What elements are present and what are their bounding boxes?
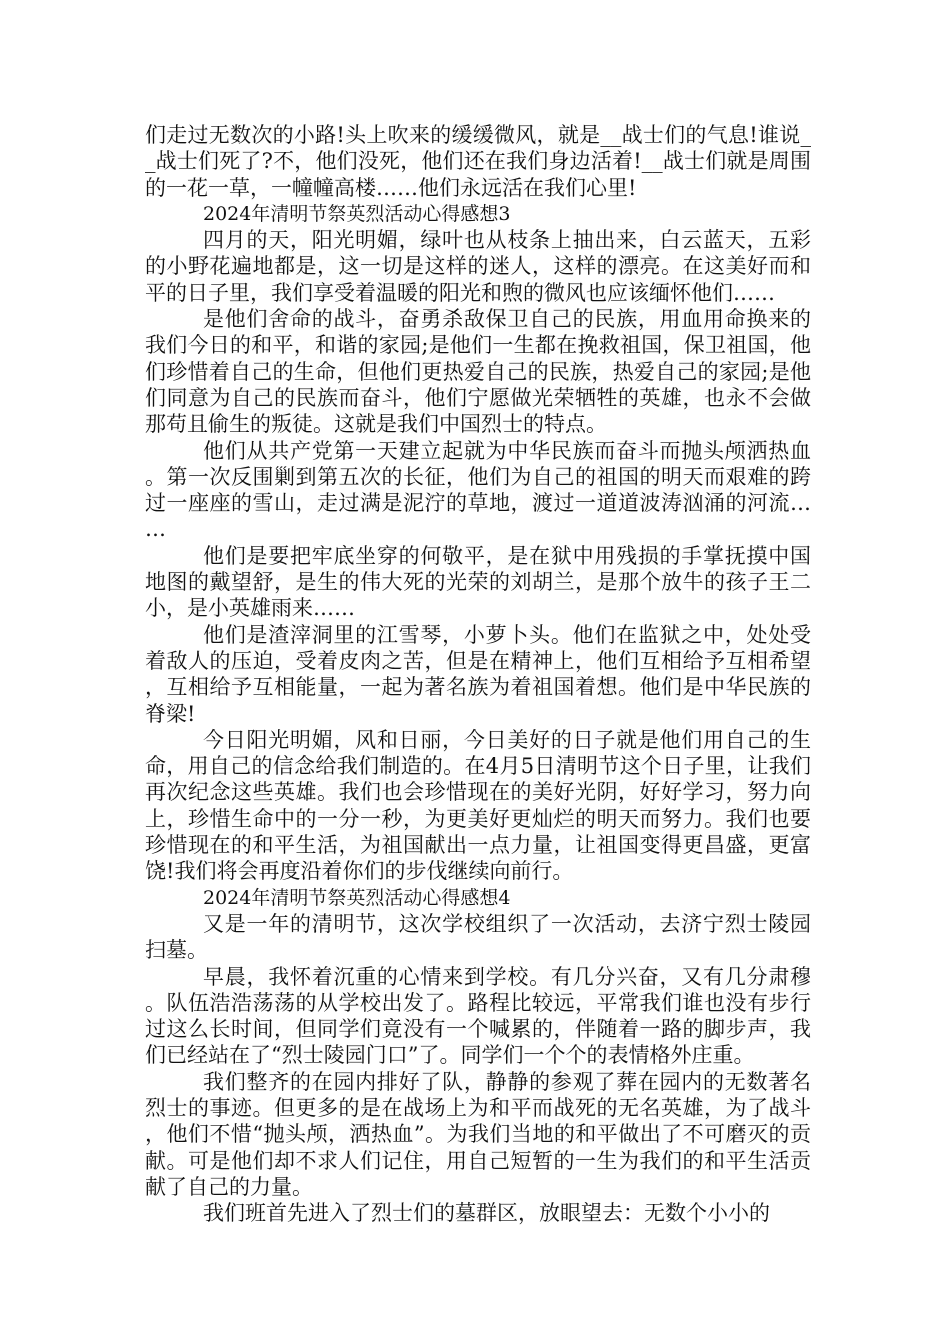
document-body — [145, 122, 811, 1226]
paragraph: 今日阳光明媚，风和日丽，今日美好的日子就是他们用自己的生命，用自己的信念给我们制造的。在4月5日清明节这个日子里，让我们再次纪念这些英雄。我们也会珍惜现在的美好光阴，好好学习，努力向上，珍惜生命中的一分一秒，为更美好更灿烂的明天而努力。我们也要珍惜现在的和平生活，为祖国献出一点力量，让祖国变得更昌盛，更富饶!我们将会再度沿着你们的步伐继续向前行。 — [145, 727, 811, 884]
paragraph: 四月的天，阳光明媚，绿叶也从枝条上抽出来，白云蓝天，五彩的小野花遍地都是，这一切是这样的迷人，这样的漂亮。在这美好而和平的日子里，我们享受着温暖的阳光和煦的微风也应该缅怀他们…… — [145, 228, 811, 305]
paragraph: 他们是渣滓洞里的江雪琴，小萝卜头。他们在监狱之中，处处受着敌人的压迫，受着皮肉之苦，但是在精神上，他们互相给予互相希望，互相给予互相能量，一起为著名族为着祖国着想。他们是中华民族的脊梁! — [145, 622, 811, 726]
paragraph: 他们从共产党第一天建立起就为中华民族而奋斗而抛头颅洒热血。第一次反围剿到第五次的长征，他们为自己的祖国的明天而艰难的跨过一座座的雪山，走过满是泥泞的草地，渡过一道道波涛汹涌的河流…… — [145, 438, 811, 542]
paragraph-continuation: 们走过无数次的小路!头上吹来的缓缓微风，就是__战士们的气息!谁说__战士们死了?不，他们没死，他们还在我们身边活着!__战士们就是周围的一花一草，一幢幢高楼……他们永远活在我们心里! — [145, 123, 811, 200]
paragraph: 早晨，我怀着沉重的心情来到学校。有几分兴奋，又有几分肃穆。队伍浩浩荡荡的从学校出发了。路程比较远，平常我们谁也没有步行过这么长时间，但同学们竟没有一个喊累的，伴随着一路的脚步声，我们已经站在了“烈士陵园门口”了。同学们一个个的表情格外庄重。 — [145, 964, 811, 1068]
paragraph: 我们整齐的在园内排好了队，静静的参观了葬在园内的无数著名烈士的事迹。但更多的是在战场上为和平而战死的无名英雄，为了战斗，他们不惜“抛头颅，洒热血”。为我们当地的和平做出了不可磨灭的贡献。可是他们却不求人们记住，用自己短暂的一生为我们的和平生活贡献了自己的力量。 — [145, 1069, 811, 1199]
section-heading-4: 2024年清明节祭英烈活动心得感想4 — [203, 886, 511, 909]
paragraph-truncated: 我们班首先进入了烈士们的墓群区，放眼望去：无数个小小的 — [203, 1201, 770, 1226]
paragraph: 又是一年的清明节，这次学校组织了一次活动，去济宁烈士陵园扫墓。 — [145, 911, 811, 963]
paragraph: 他们是要把牢底坐穿的何敬平，是在狱中用残损的手掌抚摸中国地图的戴望舒，是生的伟大死的光荣的刘胡兰，是那个放牛的孩子王二小，是小英雄雨来…… — [145, 543, 811, 621]
section-heading-3: 2024年清明节祭英烈活动心得感想3 — [203, 202, 511, 225]
paragraph: 是他们舍命的战斗，奋勇杀敌保卫自己的民族，用血用命换来的我们今日的和平，和谐的家园;是他们一生都在挽救祖国，保卫祖国，他们珍惜着自己的生命，但他们更热爱自己的民族，热爱自己的家园;是他们同意为自己的民族而奋斗，他们宁愿做光荣牺牲的英雄，也永不会做那苟且偷生的叛徒。这就是我们中国烈士的特点。 — [145, 307, 811, 437]
